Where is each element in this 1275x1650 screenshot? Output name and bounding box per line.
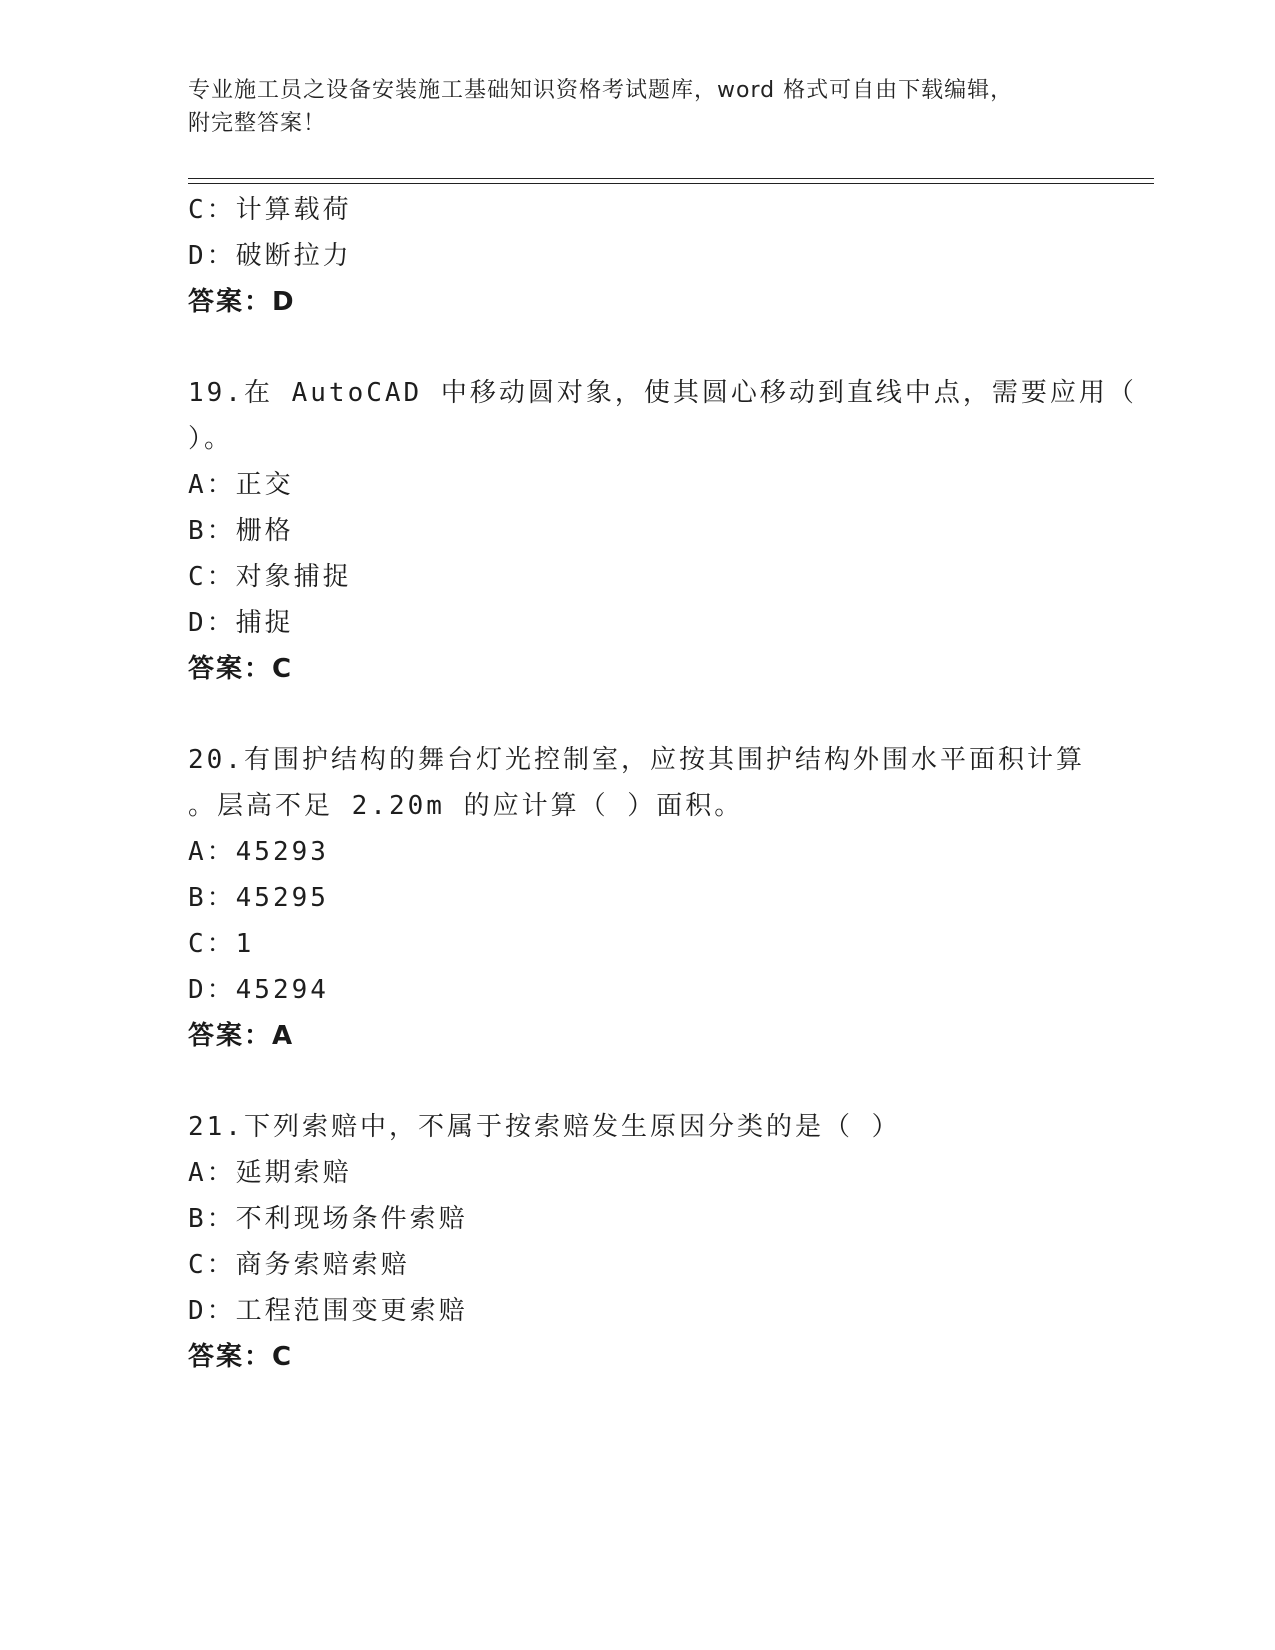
- option-d: [188, 1288, 1088, 1334]
- option-a: [188, 1150, 1088, 1196]
- question-text-line-1: 21.下列索赔中，不属于按索赔发生原因分类的是（ ）: [188, 1112, 901, 1142]
- option-d: [188, 967, 1088, 1013]
- question-text-line-2: 。层高不足 2.20m 的应计算（ ）面积。: [188, 791, 744, 821]
- option-text: 捕捉: [235, 608, 294, 638]
- option-label: A：: [188, 470, 236, 500]
- option-text: 延期索赔: [235, 1158, 352, 1188]
- option-label: D：: [188, 1296, 236, 1326]
- option-text: 栅格: [235, 516, 294, 546]
- question-text-line-2: ）。: [188, 424, 234, 454]
- document-header: [188, 74, 1088, 140]
- option-text: 工程范围变更索赔: [235, 1296, 468, 1326]
- option-d: [188, 600, 1088, 646]
- question-19: [188, 370, 1137, 692]
- option-text: 破断拉力: [235, 241, 352, 271]
- option-text: 对象捕捉: [235, 562, 352, 592]
- option-b: [188, 875, 1088, 921]
- question-20: [188, 737, 1088, 1059]
- option-c: [188, 187, 1088, 233]
- option-a: [188, 462, 1088, 508]
- option-label: D：: [188, 241, 236, 271]
- option-c: [188, 554, 1088, 600]
- option-label: A：: [188, 1158, 236, 1188]
- answer-line: 答案：D: [188, 287, 296, 317]
- option-label: D：: [188, 608, 236, 638]
- option-b: [188, 508, 1088, 554]
- question-text-line-1: 20.有围护结构的舞台灯光控制室，应按其围护结构外围水平面积计算: [188, 745, 1085, 775]
- option-label: B：: [188, 883, 236, 913]
- option-d: [188, 233, 1088, 279]
- option-label: C：: [188, 562, 236, 592]
- header-divider-top: [188, 178, 1154, 179]
- option-label: C：: [188, 1250, 236, 1280]
- option-text: 45294: [235, 975, 329, 1005]
- answer-line: 答案：C: [188, 1342, 294, 1372]
- option-text: 1: [235, 929, 255, 959]
- option-text: 45293: [235, 837, 329, 867]
- option-c: [188, 1242, 1088, 1288]
- question-list: [188, 187, 1137, 1380]
- option-c: [188, 921, 1088, 967]
- option-label: B：: [188, 1204, 236, 1234]
- answer-line: 答案：A: [188, 1021, 295, 1051]
- question-21: [188, 1104, 1088, 1380]
- question-text-line-1: 19.在 AutoCAD 中移动圆对象，使其圆心移动到直线中点，需要应用（: [188, 378, 1137, 408]
- option-text: 45295: [235, 883, 329, 913]
- option-label: A：: [188, 837, 236, 867]
- option-text: 计算载荷: [235, 195, 352, 225]
- header-line-1: 专业施工员之设备安装施工基础知识资格考试题库，word 格式可自由下载编辑，: [188, 78, 1014, 103]
- answer-line: 答案：C: [188, 654, 294, 684]
- previous-question: [188, 187, 1088, 325]
- option-text: 正交: [235, 470, 294, 500]
- option-text: 商务索赔索赔: [235, 1250, 410, 1280]
- option-label: B：: [188, 516, 236, 546]
- option-a: [188, 829, 1088, 875]
- option-text: 不利现场条件索赔: [235, 1204, 468, 1234]
- header-divider-bottom: [188, 183, 1154, 184]
- option-label: C：: [188, 195, 236, 225]
- option-b: [188, 1196, 1088, 1242]
- option-label: C：: [188, 929, 236, 959]
- header-line-2: 附完整答案！: [188, 111, 327, 136]
- option-label: D：: [188, 975, 236, 1005]
